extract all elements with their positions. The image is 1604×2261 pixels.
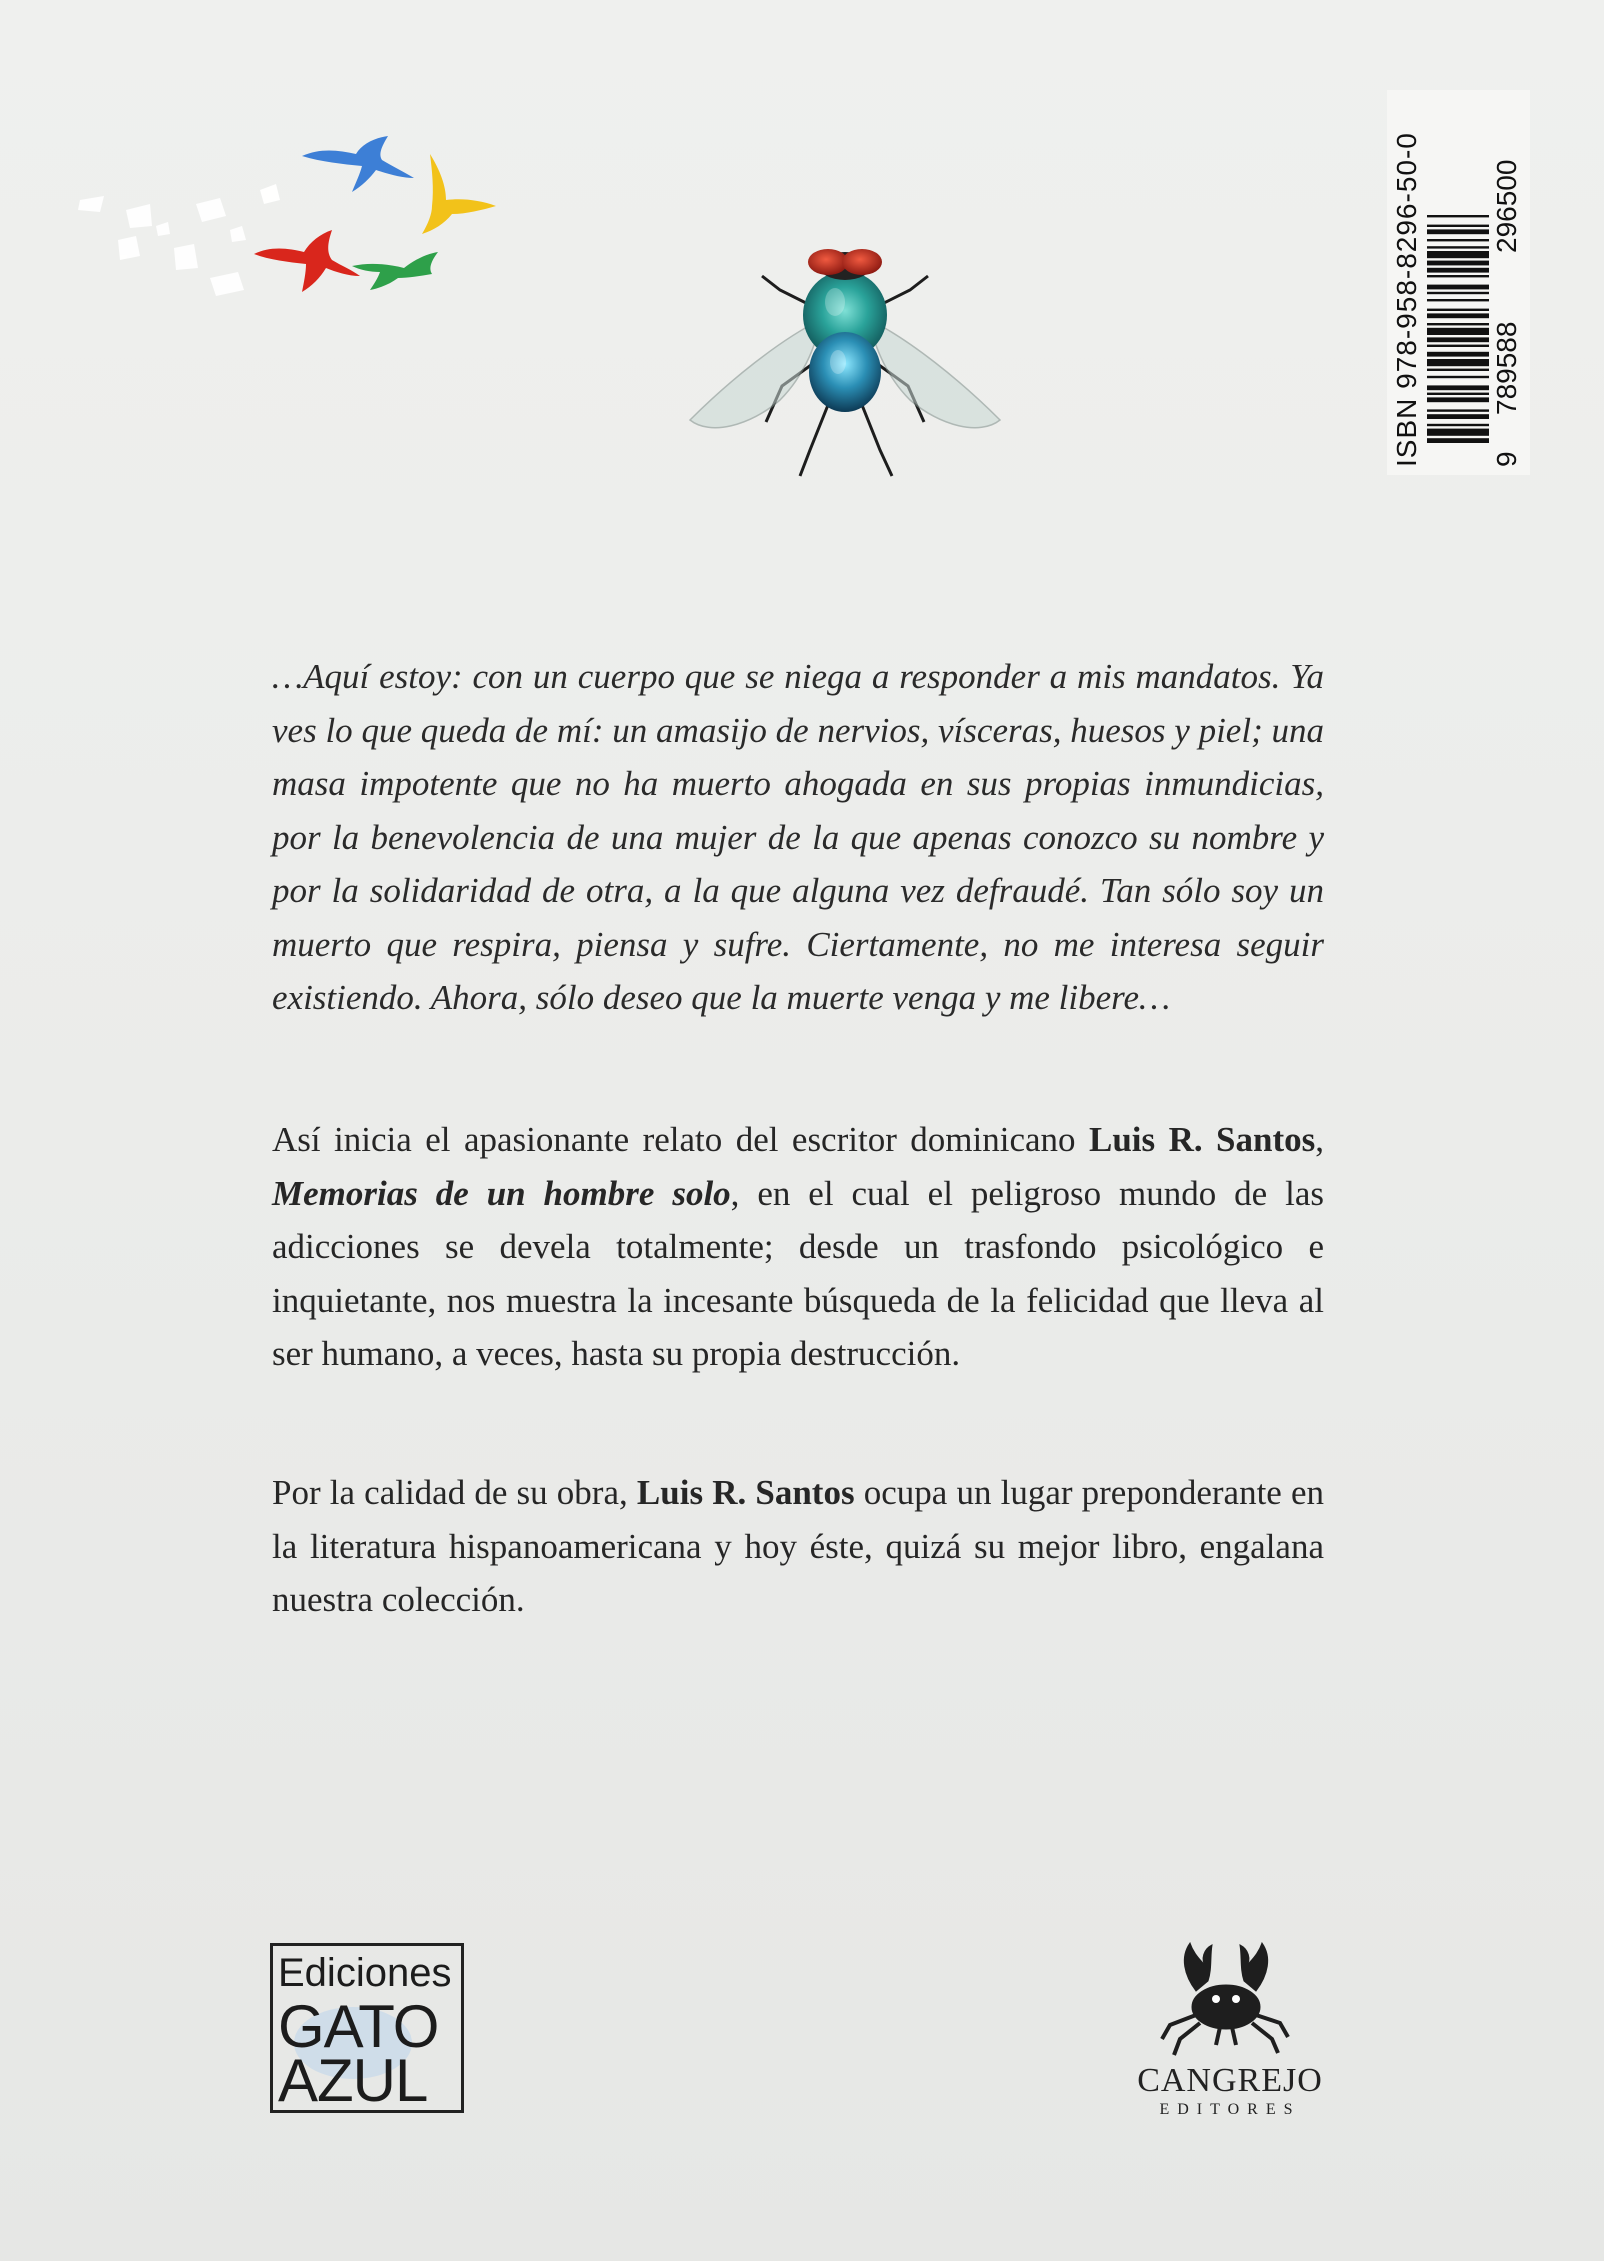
fly-eye-right — [842, 249, 882, 275]
isbn-barcode — [1387, 90, 1530, 475]
author-paragraph: Por la calidad de su obra, Luis R. Santos ocupa un lugar preponderante en la literatura hispanoamericana y hoy éste, quizá su mejor libro, engalana nuestra colección. — [272, 1473, 1325, 1619]
author-name: Luis R. Santos — [636, 1473, 855, 1512]
logo-word-azul: AZUL — [278, 2047, 428, 2114]
barcode-bar — [1427, 424, 1489, 426]
barcode-bar — [1427, 352, 1489, 357]
barcode-bar — [1427, 376, 1489, 378]
fly-head — [808, 249, 882, 280]
logo-word-editores: EDITORES — [1159, 2101, 1301, 2118]
back-cover-quote: …Aquí estoy: con un cuerpo que se niega a responder a mis mandatos. Ya ves lo que queda de mí: un amasijo de nervios, vísceras, huesos y piel; una masa impotente que no ha muerto ahogada en sus propias inmundicias, por la benevolencia de una mujer de la que apenas conozco su nombre y por la solidaridad de otra, a la que alguna vez defraudé. Tan sólo soy un muerto que respira, piensa y sufre. Ciertamente, no me interesa seguir existiendo. Ahora, sólo deseo que la muerte venga y me libere… — [272, 657, 1324, 1017]
barcode-bar — [1427, 323, 1489, 325]
red-bird — [254, 230, 360, 292]
barcode-bar — [1427, 251, 1489, 258]
barcode-bar — [1427, 261, 1489, 266]
barcode-bar — [1427, 268, 1489, 273]
logo-word-gato: GATO — [278, 1993, 439, 2060]
barcode-bar — [1427, 414, 1489, 419]
barcode-bars — [1427, 105, 1489, 445]
yellow-bird — [422, 154, 496, 234]
barcode-bar — [1427, 246, 1489, 248]
barcode-digit-prefix: 9 — [1491, 451, 1522, 467]
barcode-bar — [1427, 215, 1489, 217]
barcode-bar — [1427, 328, 1489, 335]
barcode-bar — [1427, 275, 1489, 277]
barcode-bar — [1427, 337, 1489, 342]
barcode-bar — [1427, 369, 1489, 371]
barcode-bar — [1427, 299, 1489, 301]
ediciones-gato-azul-logo — [270, 1943, 466, 2115]
barcode-bar — [1427, 385, 1489, 390]
fly-abdomen — [809, 332, 881, 412]
barcode-digits-right: 296500 — [1491, 159, 1522, 253]
barcode-bar — [1427, 229, 1489, 234]
cangrejo-editores-logo — [1110, 1935, 1350, 2125]
author-name: Luis R. Santos — [1088, 1120, 1316, 1159]
paper-flakes — [78, 184, 280, 296]
isbn-label: ISBN 978-958-8296-50-0 — [1391, 132, 1422, 467]
fly-illustration — [670, 190, 1020, 490]
green-bird — [352, 252, 438, 290]
barcode-bar — [1427, 429, 1489, 436]
barcode-bar — [1427, 438, 1489, 443]
logo-word-ediciones: Ediciones — [278, 1951, 452, 1995]
barcode-bar — [1427, 345, 1489, 347]
barcode-bar — [1427, 359, 1489, 366]
blue-bird — [302, 136, 414, 192]
barcode-digits-left: 789588 — [1491, 321, 1522, 415]
barcode-bar — [1427, 285, 1489, 290]
barcode-bar — [1427, 409, 1489, 411]
barcode-bar — [1427, 292, 1489, 294]
barcode-bar — [1427, 309, 1489, 311]
logo-word-cangrejo: CANGREJO — [1137, 2062, 1323, 2099]
barcode-bar — [1427, 225, 1489, 227]
barcode-bar — [1427, 313, 1489, 318]
barcode-bar — [1427, 397, 1489, 402]
barcode-bar — [1427, 239, 1489, 241]
synopsis-paragraph: Así inicia el apasionante relato del escritor dominicano Luis R. Santos, Memorias de un hombre solo, en el cual el peligroso mundo de las adicciones se devela totalmente; desde un trasfondo psicológico e inquietante, nos muestra la incesante búsqueda de la felicidad que lleva al ser humano, a veces, hasta su propia destrucción. — [272, 1120, 1325, 1373]
book-title: Memorias de un hombre solo — [272, 1173, 731, 1213]
barcode-bar — [1427, 393, 1489, 395]
flying-birds-illustration — [70, 130, 520, 350]
crab-icon — [1160, 1935, 1300, 2060]
